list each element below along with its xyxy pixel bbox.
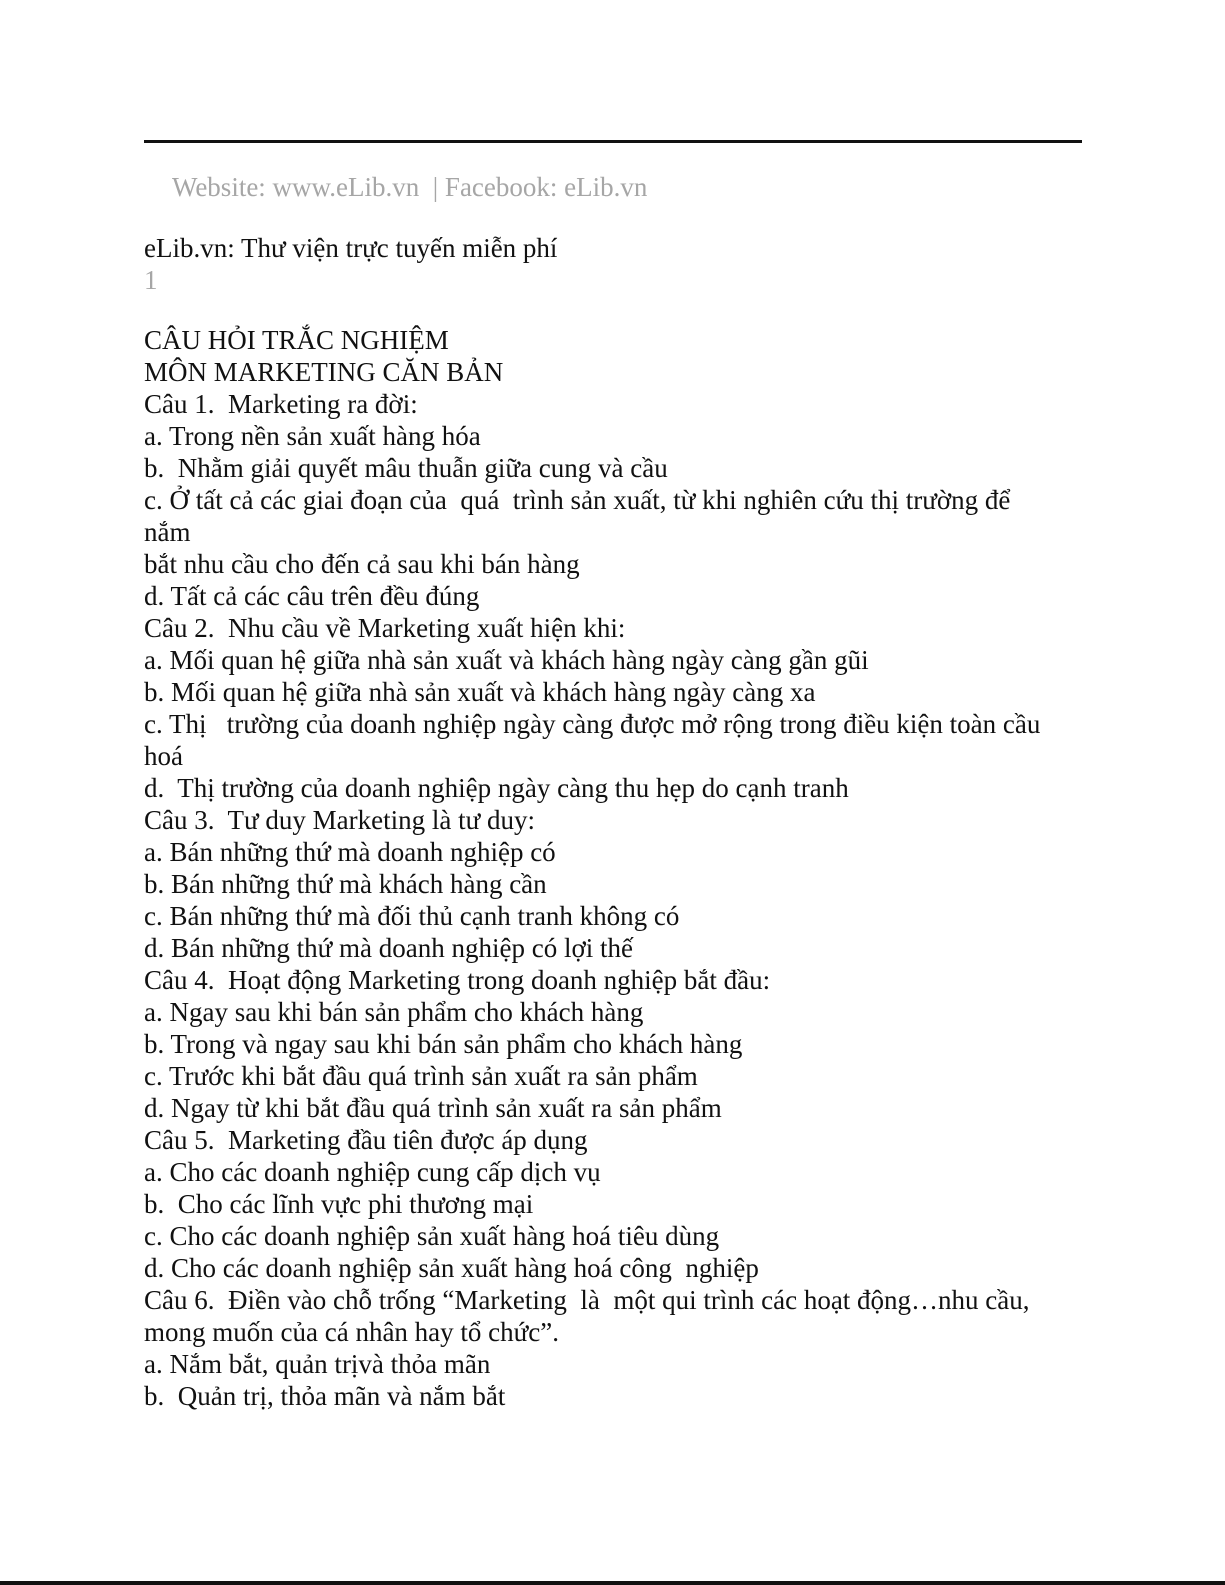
question-6-option-b: b. Quản trị, thỏa mãn và nắm bắt <box>144 1381 506 1411</box>
question-3-option-d: d. Bán những thứ mà doanh nghiệp có lợi thế <box>144 933 633 963</box>
question-4-option-c: c. Trước khi bắt đầu quá trình sản xuất ra sản phẩm <box>144 1061 698 1091</box>
page-number: 1 <box>144 265 158 295</box>
question-4-option-a: a. Ngay sau khi bán sản phẩm cho khách hàng <box>144 997 644 1027</box>
question-6-option-a: a. Nắm bắt, quản trịvà thỏa mãn <box>144 1349 491 1379</box>
document-subtitle: MÔN MARKETING CĂN BẢN <box>144 357 504 387</box>
question-2: Câu 2. Nhu cầu về Marketing xuất hiện khi: <box>144 613 626 643</box>
question-5-option-c: c. Cho các doanh nghiệp sản xuất hàng hoá tiêu dùng <box>144 1221 720 1251</box>
question-3-option-a: a. Bán những thứ mà doanh nghiệp có <box>144 837 556 867</box>
header-divider <box>144 140 1082 143</box>
question-1: Câu 1. Marketing ra đời: <box>144 389 418 419</box>
question-5-option-d: d. Cho các doanh nghiệp sản xuất hàng hoá công nghiệp <box>144 1253 759 1283</box>
question-6-cont: mong muốn của cá nhân hay tổ chức”. <box>144 1317 559 1347</box>
question-5-option-b: b. Cho các lĩnh vực phi thương mại <box>144 1189 534 1219</box>
question-2-option-c-cont: hoá <box>144 741 183 771</box>
website-banner: Website: www.eLib.vn | Facebook: eLib.vn <box>172 172 648 202</box>
question-1-option-c: c. Ở tất cả các giai đoạn của quá trình sản xuất, từ khi nghiên cứu thị trường để <box>144 485 1011 515</box>
question-3-option-b: b. Bán những thứ mà khách hàng cần <box>144 869 547 899</box>
question-1-option-c-cont: bắt nhu cầu cho đến cả sau khi bán hàng <box>144 549 580 579</box>
library-title: eLib.vn: Thư viện trực tuyến miễn phí <box>144 233 558 263</box>
question-2-option-d: d. Thị trường của doanh nghiệp ngày càng thu hẹp do cạnh tranh <box>144 773 849 803</box>
question-4-option-b: b. Trong và ngay sau khi bán sản phẩm cho khách hàng <box>144 1029 743 1059</box>
question-4-option-d: d. Ngay từ khi bắt đầu quá trình sản xuất ra sản phẩm <box>144 1093 722 1123</box>
question-3: Câu 3. Tư duy Marketing là tư duy: <box>144 805 535 835</box>
question-1-option-d: d. Tất cả các câu trên đều đúng <box>144 581 480 611</box>
question-2-option-b: b. Mối quan hệ giữa nhà sản xuất và khách hàng ngày càng xa <box>144 677 816 707</box>
question-1-option-a: a. Trong nền sản xuất hàng hóa <box>144 421 481 451</box>
question-1-option-c-cont: nắm <box>144 517 191 547</box>
question-3-option-c: c. Bán những thứ mà đối thủ cạnh tranh không có <box>144 901 680 931</box>
question-1-option-b: b. Nhằm giải quyết mâu thuẫn giữa cung và cầu <box>144 453 668 483</box>
question-2-option-c: c. Thị trường của doanh nghiệp ngày càng được mở rộng trong điều kiện toàn cầu <box>144 709 1041 739</box>
question-5: Câu 5. Marketing đầu tiên được áp dụng <box>144 1125 588 1155</box>
question-2-option-a: a. Mối quan hệ giữa nhà sản xuất và khách hàng ngày càng gần gũi <box>144 645 869 675</box>
document-title: CÂU HỎI TRẮC NGHIỆM <box>144 325 449 355</box>
question-4: Câu 4. Hoạt động Marketing trong doanh nghiệp bắt đầu: <box>144 965 771 995</box>
page-bottom-border <box>0 1581 1225 1585</box>
question-6: Câu 6. Điền vào chỗ trống “Marketing là một qui trình các hoạt động…nhu cầu, <box>144 1285 1030 1315</box>
document-body <box>144 324 1094 1412</box>
question-5-option-a: a. Cho các doanh nghiệp cung cấp dịch vụ <box>144 1157 601 1187</box>
